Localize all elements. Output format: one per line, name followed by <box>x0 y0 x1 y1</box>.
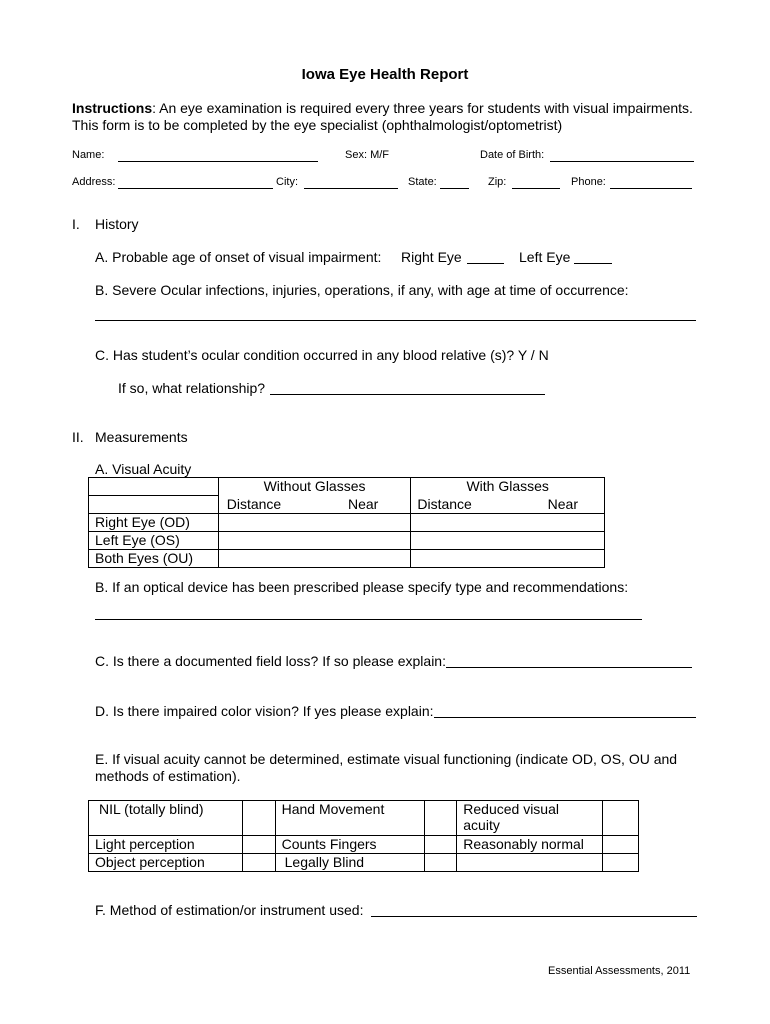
table-row <box>89 514 605 532</box>
zip-label: Zip: <box>488 176 507 188</box>
page-title: Iowa Eye Health Report <box>301 66 469 83</box>
table-row <box>89 801 639 836</box>
estimation-method-question: F. Method of estimation/or instrument used: <box>95 902 364 918</box>
both-eyes-label: Both Eyes (OU) <box>89 550 219 568</box>
table-cell <box>457 854 603 872</box>
optical-device-question: B. If an optical device has been prescribed please specify type and recommendations: <box>95 579 629 595</box>
with-glasses-subheader <box>411 496 605 514</box>
both-eyes-with-glasses-cell[interactable] <box>411 550 605 568</box>
name-field[interactable] <box>118 149 318 162</box>
relative-question: C. Has student’s ocular condition occurred in any blood relative (s)? Y / N <box>95 347 549 363</box>
field-loss-question: C. Is there a documented field loss? If so please explain: <box>95 653 446 669</box>
near-label: Near <box>547 495 578 512</box>
legally-blind-label: Legally Blind <box>275 854 425 872</box>
visual-acuity-label: A. Visual Acuity <box>95 461 192 477</box>
color-vision-field[interactable] <box>434 703 696 718</box>
table-row <box>89 550 605 568</box>
address-field[interactable] <box>118 176 273 189</box>
nil-totally-blind-checkbox[interactable] <box>242 801 275 836</box>
counts-fingers-checkbox[interactable] <box>425 836 457 854</box>
field-loss-field[interactable] <box>446 653 692 668</box>
phone-label: Phone: <box>571 176 606 188</box>
history-number: I. <box>72 216 80 232</box>
legally-blind-checkbox[interactable] <box>425 854 457 872</box>
instructions-text-1: : An eye examination is required every three years for students with visual impairments. <box>152 100 693 116</box>
state-field[interactable] <box>440 176 469 189</box>
estimation-method-field[interactable] <box>371 902 697 917</box>
hand-movement-label: Hand Movement <box>275 801 425 836</box>
distance-label: Distance <box>226 495 282 512</box>
visual-functioning-table <box>88 800 639 872</box>
measurements-number: II. <box>72 429 84 445</box>
visual-functioning-question-cont: methods of estimation). <box>95 768 241 784</box>
onset-right-eye-field[interactable] <box>467 249 504 264</box>
table-row <box>89 496 605 514</box>
address-label: Address: <box>72 176 116 188</box>
instructions-label: Instructions <box>72 100 153 116</box>
onset-left-eye-field[interactable] <box>574 249 612 264</box>
name-label: Name: <box>72 149 105 161</box>
object-perception-label: Object perception <box>89 854 243 872</box>
table-cell <box>89 478 219 496</box>
sex-label: Sex: M/F <box>345 149 390 161</box>
phone-field[interactable] <box>610 176 692 189</box>
relationship-question: If so, what relationship? <box>118 380 266 396</box>
left-eye-without-glasses-cell[interactable] <box>218 532 411 550</box>
both-eyes-without-glasses-cell[interactable] <box>218 550 411 568</box>
instructions-text-2: This form is to be completed by the eye specialist (ophthalmologist/optometrist) <box>72 117 563 133</box>
table-row <box>89 836 639 854</box>
table-row <box>89 854 639 872</box>
left-eye-with-glasses-cell[interactable] <box>411 532 605 550</box>
onset-left-eye-label: Left Eye <box>519 249 571 265</box>
right-eye-with-glasses-cell[interactable] <box>411 514 605 532</box>
city-field[interactable] <box>304 176 398 189</box>
table-cell <box>603 854 639 872</box>
zip-field[interactable] <box>512 176 560 189</box>
visual-acuity-table <box>88 477 605 568</box>
left-eye-label: Left Eye (OS) <box>89 532 219 550</box>
object-perception-checkbox[interactable] <box>242 854 275 872</box>
light-perception-label: Light perception <box>89 836 243 854</box>
footer-text: Essential Assessments, 2011 <box>548 965 691 977</box>
nil-totally-blind-label: NIL (totally blind) <box>89 801 243 836</box>
history-heading: History <box>95 216 139 232</box>
measurements-heading: Measurements <box>95 429 188 445</box>
table-row <box>89 532 605 550</box>
instructions <box>72 100 693 116</box>
ocular-history-field[interactable] <box>95 320 696 321</box>
reasonably-normal-label: Reasonably normal <box>457 836 603 854</box>
near-label: Near <box>348 495 379 512</box>
reduced-visual-acuity-line-1: Reduced visual <box>463 801 559 817</box>
reduced-visual-acuity-label <box>457 801 603 836</box>
reduced-visual-acuity-line-2: acuity <box>463 817 500 833</box>
state-label: State: <box>408 176 437 188</box>
visual-functioning-question: E. If visual acuity cannot be determined, estimate visual functioning (indicate OD, OS, OU and <box>95 751 678 767</box>
right-eye-label: Right Eye (OD) <box>89 514 219 532</box>
without-glasses-subheader <box>218 496 411 514</box>
right-eye-without-glasses-cell[interactable] <box>218 514 411 532</box>
color-vision-question: D. Is there impaired color vision? If yes please explain: <box>95 703 434 719</box>
hand-movement-checkbox[interactable] <box>425 801 457 836</box>
city-label: City: <box>276 176 298 188</box>
reduced-visual-acuity-checkbox[interactable] <box>603 801 639 836</box>
onset-question: A. Probable age of onset of visual impairment: <box>95 249 382 265</box>
without-glasses-header: Without Glasses <box>218 478 411 496</box>
table-cell <box>89 496 219 514</box>
distance-label: Distance <box>417 495 472 512</box>
dob-field[interactable] <box>550 149 694 162</box>
onset-right-eye-label: Right Eye <box>401 249 462 265</box>
relationship-field[interactable] <box>270 380 545 395</box>
reasonably-normal-checkbox[interactable] <box>603 836 639 854</box>
light-perception-checkbox[interactable] <box>242 836 275 854</box>
dob-label: Date of Birth: <box>480 149 545 161</box>
table-row <box>89 478 605 496</box>
with-glasses-header: With Glasses <box>411 478 605 496</box>
ocular-history-question: B. Severe Ocular infections, injuries, operations, if any, with age at time of occurrence: <box>95 282 629 298</box>
optical-device-field[interactable] <box>95 619 642 620</box>
counts-fingers-label: Counts Fingers <box>275 836 425 854</box>
